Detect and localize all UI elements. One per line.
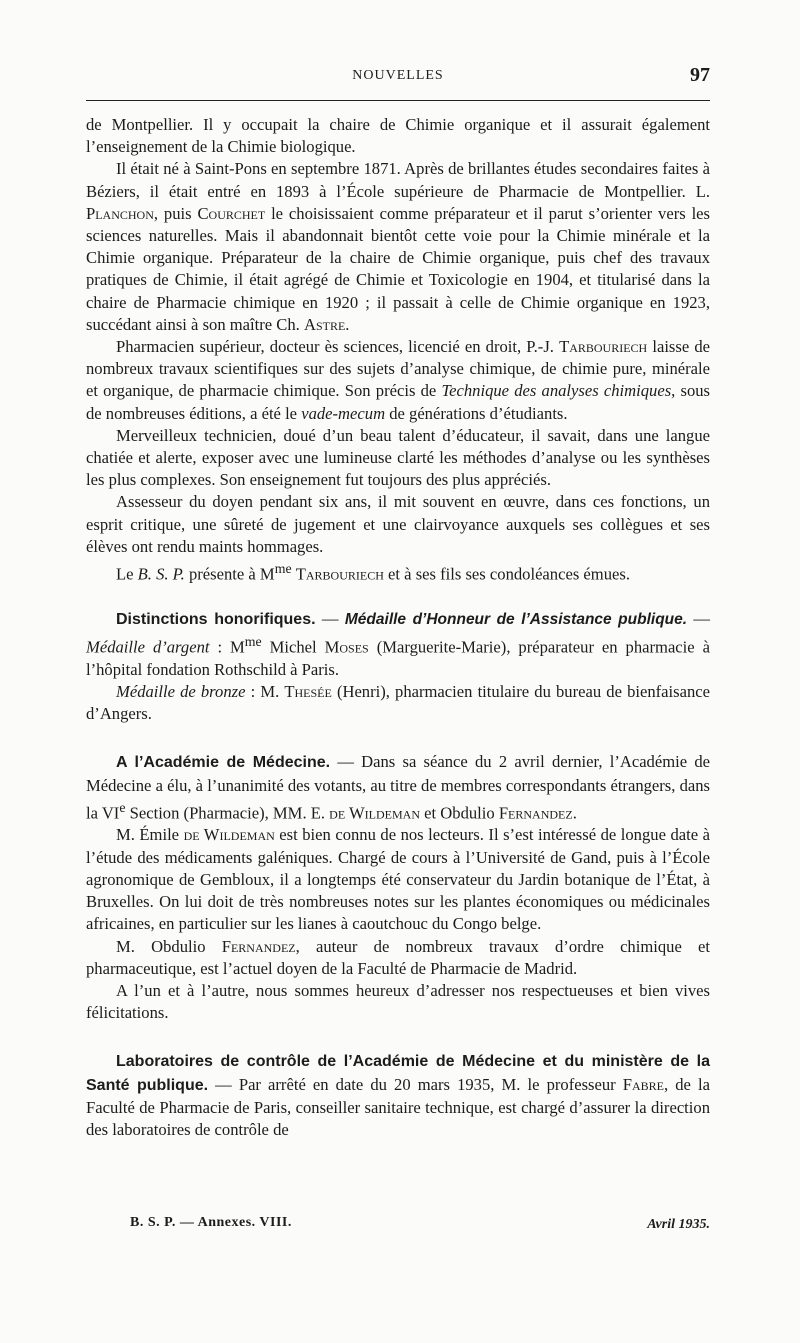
footer-date: Avril 1935. — [647, 1217, 710, 1232]
journal-abbrev: B. S. P. — [137, 564, 185, 584]
person-name: Thesée — [284, 681, 332, 701]
book-title: Technique des analyses chimiques — [441, 381, 672, 401]
section-heading: A l’Académie de Médecine. — [116, 754, 331, 772]
award-title: Médaille d’Honneur de l’Assistance publique. — [344, 610, 688, 628]
section-heading: Distinctions honorifiques. — [116, 610, 316, 628]
medal-name: Médaille d’argent — [86, 637, 210, 657]
laboratoires-paragraph-1: Laboratoires de contrôle de l’Académie de Médecine et du ministère de la Santé publique. — Par arrêté en date du 20 mars 1935, M. le professeur Fabre, de la Faculté de Pharmacie de Paris, conseiller sanitaire technique, est chargé d’assurer la direction des laboratoires de contrôle de — [86, 1053, 710, 1139]
person-name: de Wildeman — [329, 803, 421, 823]
footer-journal: B. S. P. — Annexes. VIII. — [130, 1215, 292, 1230]
person-name: de Wildeman — [183, 825, 275, 845]
academie-paragraph-3: M. Obdulio Fernandez, auteur de nombreux travaux d’ordre chimique et pharmaceutique, est l’actuel doyen de la Faculté de Pharmacie de Madrid. — [86, 936, 711, 978]
obituary-paragraph-2: Il était né à Saint-Pons en septembre 1871. Après de brillantes études secondaires faites à Béziers, il était entré en 1893 à l’École supérieure de Pharmacie de Montpellier. L. Planchon, puis Courchet le choisissaient comme préparateur et il parut s’orienter vers les sciences naturelles. Mais il abandonnait bientôt cette voie pour la Chimie minérale et la Chimie organique. Préparateur de la chaire de Chimie organique, puis chef des travaux pratiques de Chimie, il était agrégé de Chimie et Toxicologie en 1904, et titularisé dans la chaire de Pharmacie chimique en 1920 ; il passait à celle de Chimie organique en 1923, succédant ainsi à son maître Ch. Astre. — [86, 159, 711, 334]
running-title: NOUVELLES — [352, 68, 444, 83]
page-number: 97 — [690, 64, 710, 86]
section-heading: Laboratoires de contrôle de l’Académie de Médecine et du ministère de la Santé publique. — [86, 1053, 710, 1094]
person-name: Fernandez — [221, 936, 296, 956]
person-name: Fernandez — [498, 803, 573, 823]
distinctions-paragraph-1: Distinctions honorifiques. — Médaille d’Honneur de l’Assistance publique. — Médaille d’argent : $M^{me}$ Michel Moses (Marguerite-Marie), préparateur en pharmacie à l’hôpital fondation Rothschild à Paris. — [86, 608, 711, 679]
italic-term: vade-mecum — [301, 403, 386, 423]
medal-name: Médaille de bronze — [116, 681, 246, 701]
person-name: Tarbouriech — [559, 337, 648, 357]
header-rule — [86, 100, 710, 101]
obituary-paragraph-5: Assesseur du doyen pendant six ans, il mit souvent en œuvre, dans ces fonctions, un esprit critique, une sûreté de jugement et une clairvoyance auxquels ses collègues et ses élèves ont rendu maints hommages. — [86, 492, 710, 556]
person-name: Moses — [324, 637, 369, 657]
person-name: Planchon — [86, 203, 154, 223]
person-name: Astre — [303, 314, 346, 334]
page-footer — [130, 1215, 710, 1241]
obituary-paragraph-6: Le B. S. P. présente à $M^{me}$ Tarbouriech et à ses fils ses condoléances émues. — [116, 561, 630, 584]
page-header — [86, 64, 710, 94]
distinctions-paragraph-2: Médaille de bronze : M. Thesée (Henri), pharmacien titulaire du bureau de bienfaisance d’Angers. — [86, 681, 710, 724]
person-name: Fabre — [622, 1074, 665, 1094]
obituary-paragraph-1: de Montpellier. Il y occupait la chaire de Chimie organique et il assurait également l’enseignement de la Chimie biologique. — [86, 115, 710, 157]
academie-paragraph-2: M. Émile de Wildeman est bien connu de nos lecteurs. Il s’est intéressé de longue date à l’étude des médicaments galéniques. Chargé de cours à l’Université de Gand, puis à l’École agronomique de Gembloux, il a longtemps été conservateur du Jardin botanique de l’État, à Bruxelles. On lui doit de très nombreuses notes sur les plantes économiques ou médicinales africaines, en particulier sur les lianes à caoutchouc du Congo belge. — [86, 825, 710, 934]
article-body — [86, 114, 710, 1141]
academie-paragraph-4: A l’un et à l’autre, nous sommes heureux d’adresser nos respectueuses et bien vives félicitations. — [86, 980, 710, 1023]
person-name: Tarbouriech — [295, 564, 384, 584]
person-name: Courchet — [197, 203, 266, 223]
obituary-paragraph-3: Pharmacien supérieur, docteur ès sciences, licencié en droit, P.-J. Tarbouriech laisse de nombreux travaux scientifiques sur des sujets d’analyse chimique, de chimie pure, minérale et organique, de pharmacie chimique. Son précis de Technique des analyses chimiques, sous de nombreuses éditions, a été le vade-mecum de générations d’étudiants. — [86, 337, 711, 423]
obituary-paragraph-4: Merveilleux technicien, doué d’un beau talent d’éducateur, il savait, dans une langue chatiée et alerte, exposer avec une lumineuse clarté les méthodes d’analyse ou les synthèses les plus complexes. Son enseignement fut toujours des plus appréciés. — [86, 425, 710, 490]
academie-paragraph-1: A l’Académie de Médecine. — Dans sa séance du 2 avril dernier, l’Académie de Médecine a élu, à l’unanimité des votants, au titre de membres correspondants étrangers, dans la VIe Section (Pharmacie), MM. E. de Wildeman et Obdulio Fernandez. — [86, 752, 710, 823]
